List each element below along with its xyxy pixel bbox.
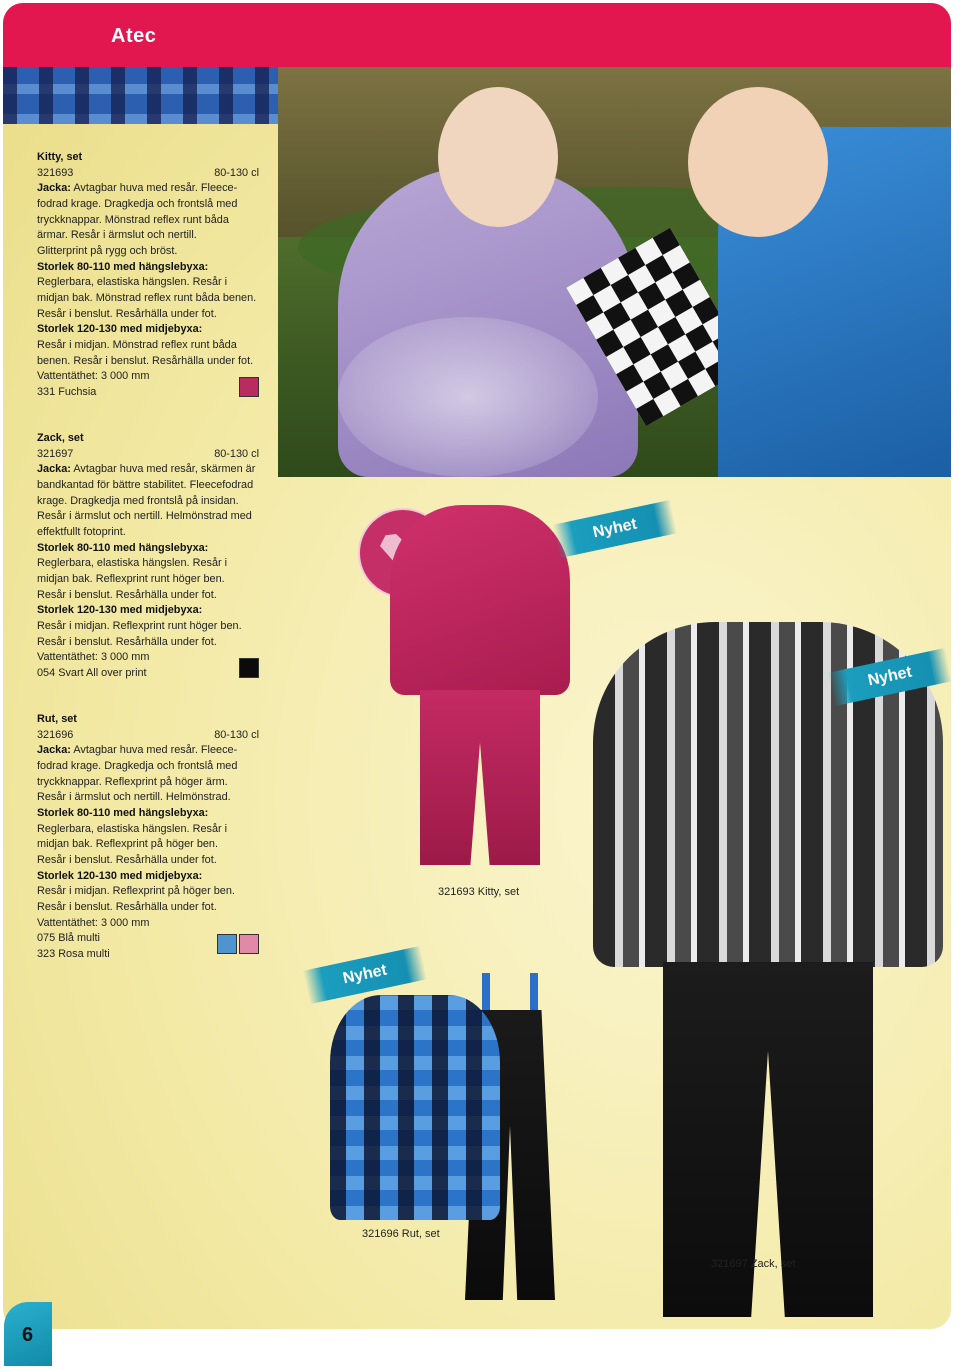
description-line: Glitterprint på rygg och bröst. bbox=[37, 244, 178, 257]
swatch-pink-multi bbox=[239, 934, 259, 954]
size-range: 80-130 cl bbox=[214, 166, 259, 179]
caption-zack: 321697 Zack, set bbox=[711, 1258, 796, 1270]
description-line: tryckknappar. Reflexprint på höger ärm. bbox=[37, 775, 228, 788]
caption-kitty: 321693 Kitty, set bbox=[438, 886, 520, 898]
description-line: effektfullt fotoprint. bbox=[37, 525, 126, 538]
description-line: Resår i benslut. Resårhälla under fot. bbox=[37, 853, 217, 866]
rut-set-image bbox=[330, 995, 560, 1305]
nyhet-badge-2: Nyhet bbox=[828, 648, 952, 706]
description-line: Storlek 120-130 med midjebyxa: bbox=[37, 604, 203, 617]
description-line: 323 Rosa multi bbox=[37, 947, 110, 960]
product-article-row bbox=[37, 728, 259, 744]
product-rut-description bbox=[37, 712, 259, 963]
water-splash bbox=[338, 317, 598, 477]
page-number-tab bbox=[4, 1302, 52, 1366]
kitty-set-image bbox=[593, 622, 943, 1322]
children-playing-photo bbox=[278, 67, 951, 477]
description-line: Reglerbara, elastiska hängslen. Resår i bbox=[37, 822, 228, 835]
swatch-black bbox=[239, 658, 259, 678]
description-line: Jacka: Avtagbar huva med resår. Fleece- bbox=[37, 182, 238, 195]
nyhet-badge-3: Nyhet bbox=[303, 946, 427, 1004]
swatch-blue-multi bbox=[217, 934, 237, 954]
plaid-fabric-strip bbox=[3, 67, 278, 124]
brand-title: Atec bbox=[111, 25, 157, 47]
description-line: Storlek 80-110 med hängslebyxa: bbox=[37, 541, 209, 554]
product-title: Zack, set bbox=[37, 432, 84, 444]
description-line: Resår i benslut. Resårhälla under fot. bbox=[37, 307, 217, 320]
description-line: fodrad krage. Dragkedja och frontslå med bbox=[37, 759, 238, 772]
page-header bbox=[3, 3, 951, 67]
caption-rut: 321696 Rut, set bbox=[362, 1228, 440, 1240]
nyhet-badge-1: Nyhet bbox=[553, 500, 677, 558]
description-line: Storlek 120-130 med midjebyxa: bbox=[37, 869, 203, 882]
description-line: Jacka: Avtagbar huva med resår. Fleece- bbox=[37, 744, 238, 757]
description-line: Resår i ärmslut och nertill. Helmönstrad. bbox=[37, 791, 231, 804]
description-line: fodrad krage. Dragkedja och frontslå med bbox=[37, 197, 238, 210]
description-line: krage. Dragkedja med frontslå på insidan. bbox=[37, 494, 239, 507]
description-line: Reglerbara, elastiska hängslen. Resår i bbox=[37, 276, 228, 289]
product-article-row bbox=[37, 166, 259, 182]
description-line: Storlek 80-110 med hängslebyxa: bbox=[37, 260, 209, 273]
article-number: 321696 bbox=[37, 728, 74, 741]
description-line: midjan bak. Mönstrad reflex runt båda benen. bbox=[37, 291, 257, 304]
description-line: Resår i benslut. Resårhälla under fot. bbox=[37, 635, 217, 648]
product-zack-description bbox=[37, 431, 259, 682]
description-line: Storlek 120-130 med midjebyxa: bbox=[37, 323, 203, 336]
description-line: Storlek 80-110 med hängslebyxa: bbox=[37, 806, 209, 819]
page-number: 6 bbox=[22, 1324, 34, 1346]
size-range: 80-130 cl bbox=[214, 447, 259, 460]
size-range: 80-130 cl bbox=[214, 728, 259, 741]
description-line: ärmar. Resår i ärmslut och nertill. bbox=[37, 229, 197, 242]
article-number: 321697 bbox=[37, 447, 74, 460]
description-line: midjan bak. Reflexprint på höger ben. bbox=[37, 838, 219, 851]
description-line: 331 Fuchsia bbox=[37, 385, 97, 398]
swatch-fuchsia bbox=[239, 377, 259, 397]
description-line: 075 Blå multi bbox=[37, 932, 100, 945]
zack-set-image bbox=[390, 505, 570, 865]
description-line: benen. Resår i benslut. Resårhälla under fot. bbox=[37, 354, 254, 367]
description-line: Jacka: Avtagbar huva med resår, skärmen är bbox=[37, 463, 256, 476]
description-line: Vattentäthet: 3 000 mm bbox=[37, 370, 150, 383]
description-line: Resår i benslut. Resårhälla under fot. bbox=[37, 900, 217, 913]
description-line: Resår i midjan. Reflexprint runt höger ben. bbox=[37, 619, 242, 632]
description-line: Resår i benslut. Resårhälla under fot. bbox=[37, 588, 217, 601]
description-line: tryckknappar. Mönstrad reflex runt båda bbox=[37, 213, 229, 226]
description-line: Resår i midjan. Mönstrad reflex runt båda bbox=[37, 338, 237, 351]
description-line: Resår i midjan. Reflexprint på höger ben. bbox=[37, 885, 235, 898]
description-line: bandkantad för bättre stabilitet. Fleecefodrad bbox=[37, 478, 254, 491]
product-title: Kitty, set bbox=[37, 151, 83, 163]
article-number: 321693 bbox=[37, 166, 74, 179]
description-line: midjan bak. Reflexprint runt höger ben. bbox=[37, 572, 225, 585]
description-line: Resår i ärmslut och nertill. Helmönstrad med bbox=[37, 510, 252, 523]
product-title: Rut, set bbox=[37, 713, 77, 725]
description-line: 054 Svart All over print bbox=[37, 666, 147, 679]
product-kitty-description bbox=[37, 150, 259, 401]
product-article-row bbox=[37, 447, 259, 463]
description-line: Reglerbara, elastiska hängslen. Resår i bbox=[37, 557, 228, 570]
description-line: Vattentäthet: 3 000 mm bbox=[37, 916, 150, 929]
description-line: Vattentäthet: 3 000 mm bbox=[37, 651, 150, 664]
